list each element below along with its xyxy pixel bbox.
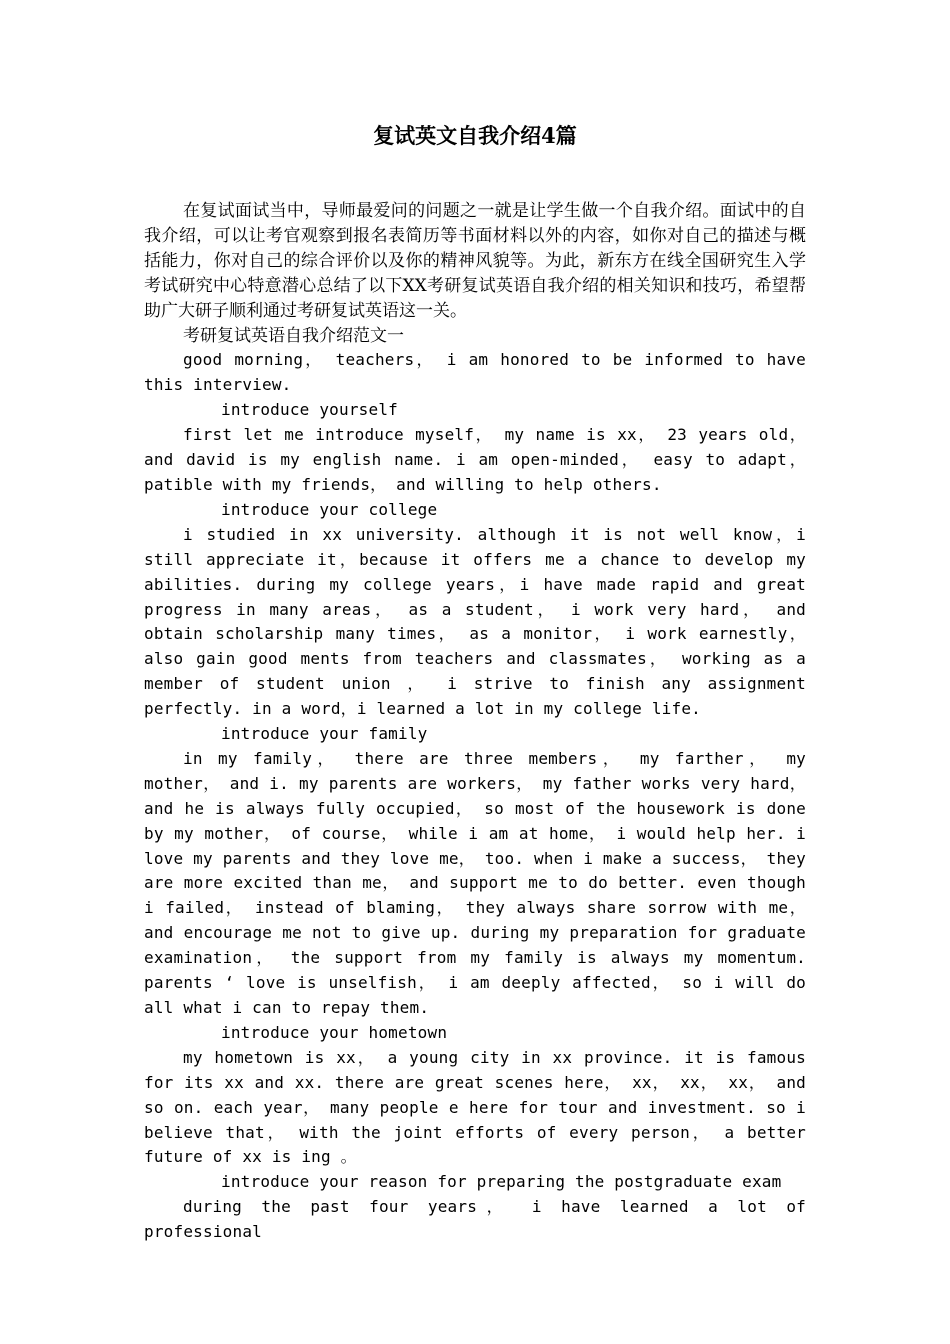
greeting-paragraph: good morning， teachers， i am honored to be informed to have this interview. bbox=[144, 350, 806, 395]
section-text-college: i studied in xx university. although it is not well know，i still appreciate it，because it offers me a chance to develop my abilities. during my college years，i have made rapid and great progress in many areas， as a student， i work very hard， and obtain scholarship many times， as a monitor， i work earnestly， also gain good ments from teachers and classmates， working as a member of student union ， i strive to finish any assignment perfectly. in a word，i learned a lot in my college life. bbox=[144, 524, 806, 719]
section-text-reason: during the past four years， i have learned a lot of professional bbox=[144, 1197, 806, 1242]
sample-heading: 考研复试英语自我介绍范文一 bbox=[183, 325, 404, 346]
intro-paragraph: 在复试面试当中，导师最爱问的问题之一就是让学生做一个自我介绍。面试中的自我介绍，可以让考官观察到报名表简历等书面材料以外的内容，如你对自己的描述与概括能力，你对自己的综合评价以及你的精神风貌等。为此，新东方在线全国研究生入学考试研究中心特意潜心总结了以下XX考研复试英语自我介绍的相关知识和技巧，希望帮助广大研子顺利通过考研复试英语这一关。 bbox=[144, 201, 806, 321]
section-text-hometown: my hometown is xx， a young city in xx province. it is famous for its xx and xx. there are great scenes here， xx， xx， xx， and so on. each year， many people e here for tour and investment. so i believe that， with the joint efforts of every person， a better future of xx is ing 。 bbox=[144, 1047, 806, 1167]
section-heading-family: introduce your family bbox=[221, 724, 428, 744]
section-text-family: in my family， there are three members， my farther， my mother， and i. my parents are workers， my father works very hard， and he is always fully occupied， so most of the housework is done by my mother， of course， while i am at home， i would help her. i love my parents and they love me， too. when i make a success， they are more excited than me， and support me to do better. even though i failed， instead of blaming， they always share sorrow with me， and encourage me not to give up. during my preparation for graduate examination， the support from my family is always my momentum. parents ‘ love is unselfish， i am deeply affected， so i will do all what i can to repay them. bbox=[144, 748, 806, 1017]
section-heading-hometown: introduce your hometown bbox=[221, 1022, 448, 1042]
section-text-yourself: first let me introduce myself， my name is xx， 23 years old， and david is my english name. i am open-minded， easy to adapt， patible with my friends， and willing to help others. bbox=[144, 425, 806, 494]
section-heading-college: introduce your college bbox=[221, 499, 438, 519]
section-heading-yourself: introduce yourself bbox=[221, 400, 398, 420]
document-title: 复试英文自我介绍4篇 bbox=[373, 123, 577, 148]
section-heading-reason: introduce your reason for preparing the postgraduate exam bbox=[221, 1172, 782, 1192]
document-body bbox=[144, 199, 806, 1245]
